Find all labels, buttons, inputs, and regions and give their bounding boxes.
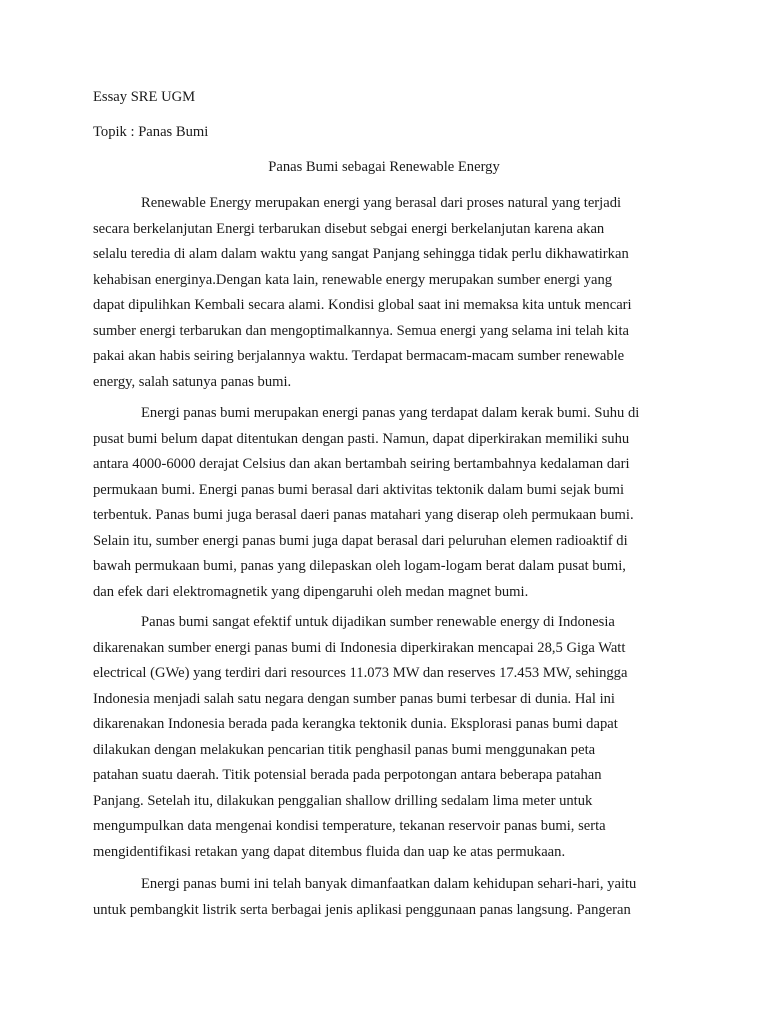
paragraph-line: Selain itu, sumber energi panas bumi juga dapat berasal dari peluruhan elemen radioaktif di [93,532,628,549]
paragraph-line: dapat dipulihkan Kembali secara alami. Kondisi global saat ini memaksa kita untuk mencari [93,297,632,313]
paragraph-line: dikarenakan Indonesia berada pada kerangka tektonik dunia. Eksplorasi panas bumi dapat [93,716,618,732]
paragraph-line: kehabisan energinya.Dengan kata lain, renewable energy merupakan sumber energi yang [93,271,613,288]
paragraph-line: dikarenakan sumber energi panas bumi di Indonesia diperkirakan mencapai 28,5 Giga Watt [93,639,626,656]
topic-label: Topik : Panas Bumi [93,124,209,140]
paragraph-line: energy, salah satunya panas bumi. [93,373,292,390]
paragraph-line: Panjang. Setelah itu, dilakukan penggalian shallow drilling sedalam lima meter untuk [93,792,593,809]
paragraph-line: Panas bumi sangat efektif untuk dijadikan sumber renewable energy di Indonesia [141,614,615,630]
paragraph-line: bawah permukaan bumi, panas yang dilepaskan oleh logam-logam berat dalam pusat bumi, [93,558,626,574]
paragraph-line: patahan suatu daerah. Titik potensial berada pada perpotongan antara beberapa patahan [93,767,602,783]
paragraph-line: mengumpulkan data mengenai kondisi temperature, tekanan reservoir panas bumi, serta [93,818,606,834]
paragraph-line: pusat bumi belum dapat ditentukan dengan pasti. Namun, dapat diperkirakan memiliki suhu [93,430,630,447]
paragraph-line: dan efek dari elektromagnetik yang dipengaruhi oleh medan magnet bumi. [93,583,529,600]
paragraph-line: Energi panas bumi ini telah banyak dimanfaatkan dalam kehidupan sehari-hari, yaitu [141,876,637,892]
paragraph-line: Renewable Energy merupakan energi yang berasal dari proses natural yang terjadi [141,195,622,211]
essay-label: Essay SRE UGM [93,89,196,105]
paragraph-line: untuk pembangkit listrik serta berbagai jenis aplikasi penggunaan panas langsung. Pangeran [93,901,631,918]
document-title: Panas Bumi sebagai Renewable Energy [268,159,500,175]
paragraph-line: pakai akan habis seiring berjalannya waktu. Terdapat bermacam-macam sumber renewable [93,348,625,364]
paragraph-line: terbentuk. Panas bumi juga berasal daeri panas matahari yang diserap oleh permukaan bumi. [93,507,634,523]
paragraph-line: dilakukan dengan melakukan pencarian titik penghasil panas bumi menggunakan peta [93,741,596,758]
paragraph-line: Indonesia menjadi salah satu negara dengan sumber panas bumi terbesar di dunia. Hal ini [93,690,615,707]
paragraph-line: selalu teredia di alam dalam waktu yang sangat Panjang sehingga tidak perlu dikhawatirkan [93,246,629,262]
paragraph-line: permukaan bumi. Energi panas bumi berasal dari aktivitas tektonik dalam bumi sejak bumi [93,481,625,498]
paragraph-line: secara berkelanjutan Energi terbarukan disebut sebgai energi berkelanjutan karena akan [93,220,605,237]
paragraph-line: mengidentifikasi retakan yang dapat ditembus fluida dan uap ke atas permukaan. [93,843,566,860]
paragraph-line: sumber energi terbarukan dan mengoptimalkannya. Semua energi yang selama ini telah kita [93,322,630,339]
paragraph-line: Energi panas bumi merupakan energi panas yang terdapat dalam kerak bumi. Suhu di [141,405,640,421]
paragraph-line: electrical (GWe) yang terdiri dari resources 11.073 MW dan reserves 17.453 MW, sehingga [93,665,628,681]
paragraph-line: antara 4000-6000 derajat Celsius dan akan bertambah seiring bertambahnya kedalaman dari [93,456,630,472]
